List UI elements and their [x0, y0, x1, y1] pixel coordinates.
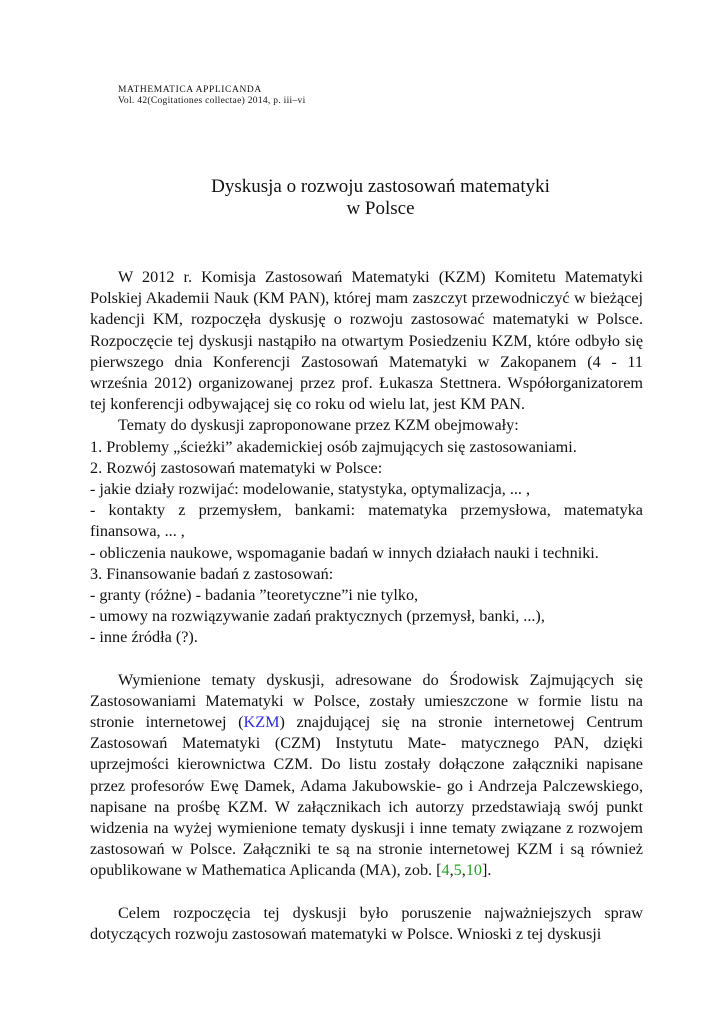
- list-item: - inne źródła (?).: [90, 628, 198, 647]
- list-item: - umowy na rozwiązywanie zadań praktycznych (przemysł, banki, ...),: [90, 607, 545, 626]
- paragraph-text: ) znajdującej się na stronie internetowej Centrum Zastosowań Matematyki (CZM) Instytutu Mate- matycznego PAN, dzięki uprzejmości kierownictwa CZM. Do listu zostały dołączone załączniki napisane przez profesorów Ewę Damek, Adama Jakubowskie- go i Andrzeja Palczewskiego, napisane na prośbę KZM. W załącznikach ich autorzy przedstawiają swój punkt widzenia na wyżej wymienione tematy dyskusji i inne tematy związane z rozwojem zastosowań w Polsce. Załączniki te są na stronie internetowej KZM i są również opublikowane w Mathematica Aplicanda (MA), zob. [: [90, 713, 643, 880]
- title-line-2: w Polsce: [346, 198, 415, 219]
- list-item: - granty (różne) - badania ”teoretyczne”i nie tylko,: [90, 586, 419, 605]
- citation-link-5[interactable]: 5: [453, 861, 462, 880]
- paper-title: [118, 176, 643, 220]
- topics-intro: Tematy do dyskusji zaproponowane przez KZM obejmowały:: [118, 416, 519, 435]
- list-item: - jakie działy rozwijać: modelowanie, statystyka, optymalizacja, ... ,: [90, 480, 531, 499]
- citation-separator: ,: [461, 861, 466, 880]
- volume-info: Vol. 42(Cogitationes collectae) 2014, p. iii–vi: [118, 96, 306, 106]
- citation-link-10[interactable]: 10: [465, 861, 482, 880]
- list-item: 1. Problemy „ścieżki” akademickiej osób zajmujących się zastosowaniami.: [90, 437, 577, 456]
- paragraph-intro: W 2012 r. Komisja Zastosowań Matematyki (KZM) Komitetu Matematyki Polskiej Akademii Nauk (KM PAN), której mam zaszczyt przewodniczyć w bieżącej kadencji KM, rozpoczęła dyskusję o rozwoju zastosować matematyki w Polsce. Rozpoczęcie tej dyskusji nastąpiło na otwartym Posiedzeniu KZM, które odbyło się pierwszego dnia Konferencji Zastosowań Matematyki w Zakopanem (4 - 11 września 2012) organizowanej przez prof. Łukasza Stettnera. Współorganizatorem tej konferencji odbywającej się co roku od wielu lat, jest KM PAN.: [90, 268, 643, 414]
- paragraph-conclusions: Celem rozpoczęcia tej dyskusji było poruszenie najważniejszych spraw dotyczących rozwoju zastosowań matematyki w Polsce. Wnioski z tej dyskusji: [90, 903, 643, 943]
- list-item: - kontakty z przemysłem, bankami: matematyka przemysłowa, matematyka finansowa, ... ,: [90, 501, 643, 541]
- paragraph-discussion-topics: [90, 670, 643, 882]
- kzm-link[interactable]: KZM: [243, 713, 280, 732]
- list-item: - obliczenia naukowe, wspomaganie badań w innych działach nauki i techniki.: [90, 543, 599, 562]
- list-item: 3. Finansowanie badań z zastosowań:: [90, 564, 334, 583]
- paragraph-text: Wymienione tematy dyskusji, adresowane do Środowisk Zajmujących się Zastosowaniami Matematyki w Polsce, zostały umieszczone w formie listu na stronie internetowej (: [90, 670, 643, 732]
- title-line-1: Dyskusja o rozwoju zastosowań matematyki: [211, 176, 550, 197]
- journal-name: MATHEMATICA APPLICANDA: [118, 85, 262, 95]
- citation-link-4[interactable]: 4: [441, 861, 450, 880]
- list-item: 2. Rozwój zastosowań matematyki w Polsce:: [90, 458, 383, 477]
- paper-body: [90, 267, 643, 945]
- citation-separator: ,: [449, 861, 454, 880]
- paragraph-text: ].: [482, 861, 492, 880]
- running-header: [118, 85, 306, 107]
- topics-list: [90, 437, 643, 649]
